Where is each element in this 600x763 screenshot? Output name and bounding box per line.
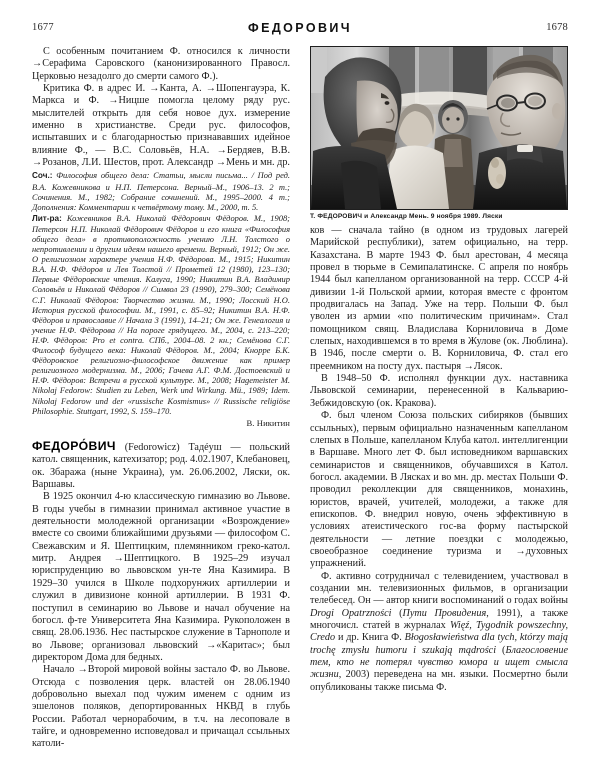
text-run: ( (496, 644, 506, 656)
page-title: ФЕДОРОВИЧ (248, 21, 352, 35)
paragraph-with-titles (310, 571, 568, 694)
bibliography-text: Философия общего дела: Статьи, мысли письма... / Под ред. В.А. Кожевникова и Н.П. Петерсона. Верный–М., 1906–13. 2 т.; Сочинения. М., 1982; Собрание сочинений. М., 1995–2000. 4 т.; Дополнения: Комментарии к четвёртому тому. М., 2000, т. 5. (32, 170, 291, 212)
photograph (310, 46, 568, 210)
paragraph: ков — сначала тайно (в одном из трудовых лагерей Марийской республики), затем официально, на терр. Казахстана. В марте 1943 Ф. был арестован, 4 месяца провел в тюрьме в Семипалатинске. С апреля по ноябрь 1944 был капелланом организованной на терр. СССР 4-й дивизии 1-й Польской армии, которая вместе с фронтом продвигалась на Запад. Уже на терр. Польши Ф. был уволен из армии «по политическим причинам». Стал помощником свящ. Владислава Корниловича в Доме слепых, находившемся в то время в Жулове (ок. Люблина). В 1946, после смерти о. В. Корниловича, Ф. стал его преемником на посту дух. пастыря →Лясок. (310, 225, 568, 372)
paragraph: В 1948–50 Ф. исполнял функции дух. наставника Львовской семинарии, перенесенной в Кальварию-Зебжидовскую (ок. Кракова). (310, 373, 568, 409)
folio-left: 1677 (32, 22, 54, 33)
text-run: и др. Книга Ф. (335, 632, 405, 644)
column-right (310, 46, 568, 694)
book-title-translated: Благословение тем, кто не потерял чувство юмора и ищет смысла жизни (310, 644, 568, 681)
book-title: Drogi Opatrzności (310, 607, 392, 619)
body-columns (32, 46, 569, 750)
entry-headline (32, 440, 290, 491)
text-run: ( (391, 607, 403, 619)
column-left (32, 46, 290, 751)
journal-titles: Więź, Tygodnik powszechny, Credo (310, 620, 568, 644)
text-run: , 2003) переведена на мн. языки. Посмертно были опубликованы также письма Ф. (310, 669, 568, 693)
entry-federovich (32, 440, 290, 491)
folio-right: 1678 (546, 22, 568, 33)
figure-federovich-men (310, 46, 568, 221)
book-title-translated: Пути Провидения (402, 607, 487, 619)
bibliography-label: Лит-ра: (32, 213, 62, 223)
photo-image (311, 47, 567, 209)
paragraph: Ф. был членом Союза польских сибиряков (бывших ссыльных), первым официально назначенным капелланом слепых в Польше, капелланом Клуба катол. интеллигенции в Варшаве. Много лет Ф. был исповедником варшавских семинаристов и священников, обучавшихся в Катол. богосл. академии. В Лясках и во мн. др. местах Польши Ф. проводил реколлекции для священников, монахинь, юристов, врачей, учителей, молодежи, а также для епископов. Ф. внедрил новую, очень эффективную в условиях атеистического гос-ва форму пастырской деятельности — летние поездки с молодежью, своеобразное соединение туризма и →духовных упражнений. (310, 410, 568, 570)
bibliography-literatura (32, 213, 290, 416)
paragraph: Начало →Второй мировой войны застало Ф. во Львове. Отсюда с позволения церк. властей он 28.06.1940 добровольно выехал под чужим именем с одним из эшелонов поляков, депортированных НКВД в глубь России. Работал чернорабочим, в т.ч. на лесоповале в тайге, и одновременно исповедовал и причащал ссыльных католи- (32, 664, 290, 750)
text-run: Ф. активно сотрудничал с телевидением, участвовал в создании мн. телевизионных фильмов, в организации телебесед. Он — автор книги воспоминаний о годах войны (310, 570, 568, 607)
book-title: Błogosławieństwa dla tych, którzy mają trochę zmysłu humoru i szukają mądrości (310, 632, 569, 656)
running-head (32, 22, 568, 40)
bibliography-label: Соч.: (32, 171, 53, 181)
headword: ФЕДОРО́ВИЧ (32, 439, 116, 454)
bibliography-text: Кожевников В.А. Николай Фёдорович Фёдоров. М., 1908; Петерсон Н.П. Николай Фёдорович Фёдоров и его книга «Философия общего дела» в противоположность учению Л.Н. Толстого о непротивлении и другим идеям нашего времени. Верный, 1912; Он же. О религиозном характере учения Н.Ф. Фёдорова. М., 1915; Никитин В.А. Н.Ф. Фёдоров и Лев Толстой // Прометей 12 (1980), 123–130; Первые Фёдоровские чтения. Калуга, 1990; Никитин В.А. Владимир Соловьёв и Николай Фёдоров // Символ 23 (1990), 279–300; Семёнова С.Г. Николай Фёдоров: Творчество жизни. М., 1990; Лосский Н.О. История русской философии. М., 1991, с. 85–92; Никитин В.А. Н.Ф. Фёдоров и православие // Начала 3 (1991), 14–21; Он же. Генеалогия и учение Н.Ф. Фёдорова // На пороге грядущего. М., 2004, с. 213–220; Н.Ф. Фёдоров: Pro et contra. СПб., 2004–08. 2 кн.; Семёнова С.Г. Философ будущего века: Николай Фёдоров. М., 2004; Кнорре Б.К. Фёдоровское религиозно-философское движение как пример религиозного модернизма. М., 2006; Гачева А.Г. Ф.М. Достоевский и Н.Ф. Фёдоров: Встречи в русской культуре. М., 2008; Hagemeister M. Nikolaj Fedorow: Studien zu Leben, Werk und Wirkung. Mü., 1989; Idem. Nikolaj Fedorow und der «russische Kosmismus» // Russische religiöse Philosophie. Stuttgart, 1992, S. 159–170. (32, 212, 290, 416)
headword-gloss: (Fedorowicz) Тадéуш — польский катол. священник, катехизатор; род. 4.02.1907, Клебановец, ок. Збаража (ныне Украина), ум. 26.06.2002, Ляски, ок. Варшавы. (32, 442, 290, 491)
paragraph: Критика Ф. в адрес И. →Канта, А. →Шопенгауэра, К. Маркса и Ф. →Ницше помогла целому ряду рус. мыслителей открыть для себя новое дух. измерение именно в христианстве. Среди рус. философов, испытавших и с благодарностью признававших идейное влияние Ф., — В.С. Соловьёв, Н.А. →Бердяев, В.В. →Розанов, Л.И. Шестов, прот. Александр →Мень и мн. др. (32, 83, 290, 169)
bibliography-sochineniya (32, 170, 290, 211)
author-signature: В. Никитин (246, 417, 290, 428)
text-run: , 1991), а также многочисл. статей в журналах (310, 607, 568, 631)
paragraph: В 1925 окончил 4-ю классическую гимназию во Львове. В годы учебы в гимназии принимал активное участие в деятельности молодежной организации «Возрождение» вместе со своими ближайшими друзьями — философом С. Свежавским и Я. Шептицким, племянником греко-катол. митр. Андрея →Шептицкого. В 1925–29 изучал юриспруденцию во львовском ун-те Яна Казимира. В 1929–30 учился в Школе подхорунжих артиллерии и служил в дивизионе конной артиллерии. В 1931 Ф. поступил в семинарию во Львове и начал обучение на богосл. ф-те Университета Яна Казимира. Рукоположен в свящ. 28.06.1936. Нес пастырское служение в Тарнополе и во Львове; организовал львовский →«Каритас»; был директором Дома для бедных. (32, 491, 290, 663)
figure-caption: Т. ФЕДОРОВИЧ и Александр Мень. 9 ноября 1989. Ляски (310, 213, 503, 220)
paragraph: С особенным почитанием Ф. относился к личности →Серафима Саровского (канонизированного Правосл. Церковью незадолго до смерти самого Ф.). (32, 46, 290, 82)
